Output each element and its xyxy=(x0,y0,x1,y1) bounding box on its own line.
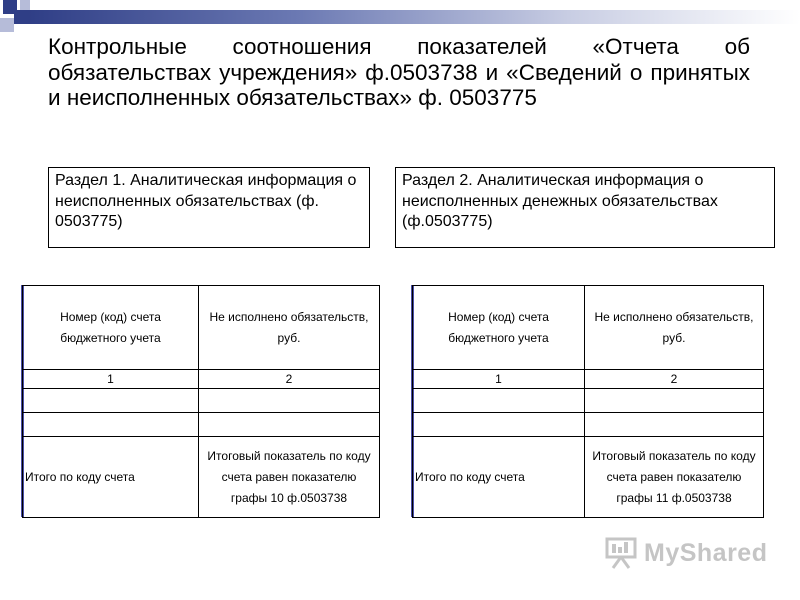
table-1-header-account: Номер (код) счета бюджетного учета xyxy=(23,286,199,370)
table-2-colnum-2: 2 xyxy=(585,370,764,389)
logo-text: MyShared xyxy=(644,538,768,567)
table-1-colnum-1: 1 xyxy=(23,370,199,389)
table-2 xyxy=(412,285,764,518)
table-2-cell xyxy=(585,389,764,413)
table-1-cell xyxy=(199,389,380,413)
table-1-cell xyxy=(23,389,199,413)
table-1-colnum-2: 2 xyxy=(199,370,380,389)
table-2-total-value: Итоговый показатель по коду счета равен показателю графы 11 ф.0503738 xyxy=(585,437,764,518)
section-1-box: Раздел 1. Аналитическая информация о неисполненных обязательствах (ф. 0503775) xyxy=(48,167,370,248)
table-1 xyxy=(22,285,380,518)
table-2-colnum-1: 1 xyxy=(413,370,585,389)
table-1-cell xyxy=(23,413,199,437)
myshared-logo xyxy=(604,536,767,570)
section-2-box: Раздел 2. Аналитическая информация о неисполненных денежных обязательствах (ф.0503775) xyxy=(395,167,775,248)
table-1-total-value: Итоговый показатель по коду счета равен показателю графы 10 ф.0503738 xyxy=(199,437,380,518)
table-row xyxy=(413,389,764,413)
table-1-header-unfulfilled: Не исполнено обязательств, руб. xyxy=(199,286,380,370)
decor-square-dark xyxy=(14,10,28,24)
decor-square-light xyxy=(0,18,14,32)
header-gradient-bar xyxy=(28,10,800,24)
table-row xyxy=(23,413,380,437)
table-2-cell xyxy=(413,413,585,437)
presentation-board-icon xyxy=(604,536,638,570)
table-2-cell xyxy=(413,389,585,413)
table-2-total-label: Итого по коду счета xyxy=(413,437,585,518)
table-1-total-label: Итого по коду счета xyxy=(23,437,199,518)
decor-square-light xyxy=(20,0,30,10)
table-2-header-account: Номер (код) счета бюджетного учета xyxy=(413,286,585,370)
slide-title: Контрольные соотношения показателей «Отчета об обязательствах учреждения» ф.0503738 и «Сведений о принятых и неисполненных обязательствах» ф. 0503775 xyxy=(48,34,750,110)
table-1-cell xyxy=(199,413,380,437)
table-2-header-unfulfilled: Не исполнено обязательств, руб. xyxy=(585,286,764,370)
table-row xyxy=(413,413,764,437)
table-2-cell xyxy=(585,413,764,437)
table-row xyxy=(23,389,380,413)
